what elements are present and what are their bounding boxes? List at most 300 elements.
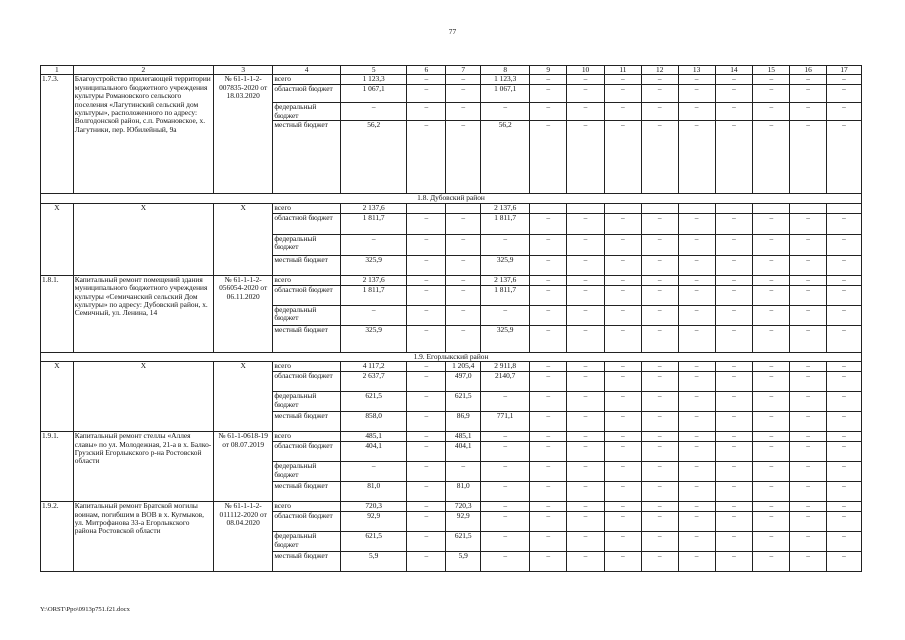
section-row bbox=[41, 352, 862, 361]
value-cell: – bbox=[604, 234, 641, 255]
value-cell: – bbox=[604, 275, 641, 285]
value-cell: – bbox=[446, 234, 481, 255]
item-document: X bbox=[213, 362, 272, 432]
value-cell: – bbox=[604, 75, 641, 85]
item-document: № 61-1-1-2-056054-2020 от 06.11.2020 bbox=[213, 275, 272, 352]
value-cell: – bbox=[641, 512, 678, 532]
value-cell: – bbox=[481, 482, 530, 502]
value-cell: – bbox=[678, 412, 715, 432]
value-cell bbox=[530, 203, 567, 213]
value-cell: 2 137,6 bbox=[481, 275, 530, 285]
value-cell: – bbox=[827, 362, 862, 372]
value-cell: – bbox=[790, 213, 827, 234]
value-cell: – bbox=[407, 482, 446, 502]
value-cell: – bbox=[753, 442, 790, 462]
value-cell: – bbox=[567, 285, 605, 305]
value-cell: 1 123,3 bbox=[481, 75, 530, 85]
value-cell: – bbox=[407, 75, 446, 85]
value-cell: – bbox=[678, 482, 715, 502]
value-cell: – bbox=[827, 234, 862, 255]
value-cell: – bbox=[753, 121, 790, 194]
funding-source: областной бюджет bbox=[273, 512, 341, 532]
value-cell: – bbox=[753, 75, 790, 85]
value-cell: – bbox=[827, 412, 862, 432]
value-cell: – bbox=[790, 502, 827, 512]
column-header: 5 bbox=[340, 66, 407, 75]
value-cell: – bbox=[790, 85, 827, 103]
value-cell: – bbox=[604, 285, 641, 305]
value-cell bbox=[753, 203, 790, 213]
value-cell: – bbox=[641, 532, 678, 552]
value-cell: – bbox=[790, 512, 827, 532]
value-cell: – bbox=[641, 392, 678, 412]
value-cell: – bbox=[567, 512, 605, 532]
value-cell bbox=[446, 203, 481, 213]
funding-source: областной бюджет bbox=[273, 442, 341, 462]
value-cell: – bbox=[753, 462, 790, 482]
value-cell: – bbox=[481, 532, 530, 552]
value-cell: – bbox=[790, 442, 827, 462]
value-cell: – bbox=[530, 213, 567, 234]
value-cell: – bbox=[530, 552, 567, 572]
table-row bbox=[41, 432, 862, 442]
value-cell: – bbox=[753, 285, 790, 305]
value-cell: – bbox=[641, 502, 678, 512]
value-cell: 720,3 bbox=[446, 502, 481, 512]
value-cell: 858,0 bbox=[340, 412, 407, 432]
funding-source: всего bbox=[273, 75, 341, 85]
value-cell: 621,5 bbox=[446, 532, 481, 552]
value-cell: – bbox=[604, 213, 641, 234]
value-cell: – bbox=[790, 362, 827, 372]
value-cell: – bbox=[641, 121, 678, 194]
item-name: X bbox=[73, 362, 213, 432]
value-cell: – bbox=[790, 75, 827, 85]
value-cell: – bbox=[407, 502, 446, 512]
value-cell: 621,5 bbox=[340, 392, 407, 412]
funding-source: федеральный бюджет bbox=[273, 234, 341, 255]
funding-source: всего bbox=[273, 203, 341, 213]
value-cell: – bbox=[407, 462, 446, 482]
table-body bbox=[41, 66, 862, 572]
value-cell: – bbox=[678, 285, 715, 305]
value-cell: 1 811,7 bbox=[481, 285, 530, 305]
value-cell: – bbox=[715, 362, 753, 372]
value-cell: – bbox=[567, 305, 605, 325]
column-header: 15 bbox=[753, 66, 790, 75]
funding-source: местный бюджет bbox=[273, 325, 341, 352]
item-number: X bbox=[41, 362, 74, 432]
value-cell: – bbox=[641, 234, 678, 255]
value-cell: – bbox=[340, 305, 407, 325]
value-cell: – bbox=[407, 103, 446, 121]
value-cell: – bbox=[753, 213, 790, 234]
funding-source: местный бюджет bbox=[273, 121, 341, 194]
item-name: Капитальный ремонт помещений здания муниципального бюджетного учреждения культуры «Семичанский сельский Дом культуры» по адресу: Дубовский район, х. Семичный, ул. Ленина, 14 bbox=[73, 275, 213, 352]
value-cell: 2 137,6 bbox=[481, 203, 530, 213]
value-cell: – bbox=[715, 213, 753, 234]
value-cell: 4 117,2 bbox=[340, 362, 407, 372]
value-cell: 2140,7 bbox=[481, 372, 530, 392]
value-cell: – bbox=[481, 442, 530, 462]
value-cell: 1 811,7 bbox=[340, 285, 407, 305]
value-cell: – bbox=[567, 432, 605, 442]
value-cell: – bbox=[715, 75, 753, 85]
value-cell: – bbox=[753, 85, 790, 103]
value-cell: – bbox=[753, 255, 790, 275]
value-cell: – bbox=[604, 325, 641, 352]
value-cell: 1 811,7 bbox=[481, 213, 530, 234]
value-cell bbox=[641, 203, 678, 213]
value-cell: 92,9 bbox=[340, 512, 407, 532]
value-cell: – bbox=[678, 75, 715, 85]
value-cell: – bbox=[446, 75, 481, 85]
value-cell: 86,9 bbox=[446, 412, 481, 432]
item-name: Капитальный ремонт стеллы «Аллея славы» по ул. Молодежная, 21-а в х. Балко-Грузский Егорлыкского р-на Ростовской области bbox=[73, 432, 213, 502]
value-cell: – bbox=[753, 362, 790, 372]
funding-source: местный бюджет bbox=[273, 255, 341, 275]
value-cell: – bbox=[641, 103, 678, 121]
value-cell bbox=[604, 203, 641, 213]
value-cell bbox=[790, 203, 827, 213]
value-cell: – bbox=[604, 532, 641, 552]
value-cell: – bbox=[827, 255, 862, 275]
value-cell: – bbox=[753, 532, 790, 552]
value-cell: 2 637,7 bbox=[340, 372, 407, 392]
value-cell: – bbox=[530, 103, 567, 121]
value-cell: 325,9 bbox=[340, 325, 407, 352]
value-cell: – bbox=[827, 372, 862, 392]
table-row bbox=[41, 502, 862, 512]
value-cell: – bbox=[446, 103, 481, 121]
value-cell: – bbox=[753, 325, 790, 352]
value-cell: – bbox=[530, 234, 567, 255]
value-cell: 485,1 bbox=[340, 432, 407, 442]
value-cell: 485,1 bbox=[446, 432, 481, 442]
value-cell bbox=[827, 203, 862, 213]
value-cell: – bbox=[481, 305, 530, 325]
value-cell: – bbox=[715, 372, 753, 392]
value-cell: – bbox=[407, 552, 446, 572]
value-cell: – bbox=[407, 213, 446, 234]
value-cell: – bbox=[753, 502, 790, 512]
value-cell: – bbox=[827, 325, 862, 352]
value-cell: – bbox=[790, 482, 827, 502]
value-cell: – bbox=[678, 392, 715, 412]
value-cell: – bbox=[530, 532, 567, 552]
value-cell: – bbox=[604, 372, 641, 392]
value-cell: – bbox=[641, 372, 678, 392]
item-number: X bbox=[41, 203, 74, 275]
value-cell: – bbox=[790, 103, 827, 121]
value-cell: – bbox=[530, 372, 567, 392]
column-header: 4 bbox=[273, 66, 341, 75]
value-cell: – bbox=[641, 305, 678, 325]
value-cell: – bbox=[827, 305, 862, 325]
value-cell: – bbox=[446, 325, 481, 352]
value-cell: – bbox=[753, 412, 790, 432]
value-cell: 497,0 bbox=[446, 372, 481, 392]
value-cell: – bbox=[530, 85, 567, 103]
value-cell: – bbox=[567, 412, 605, 432]
funding-source: федеральный бюджет bbox=[273, 103, 341, 121]
value-cell: – bbox=[641, 432, 678, 442]
value-cell: – bbox=[530, 121, 567, 194]
column-header: 3 bbox=[213, 66, 272, 75]
value-cell: – bbox=[407, 255, 446, 275]
value-cell: – bbox=[446, 121, 481, 194]
value-cell: – bbox=[715, 512, 753, 532]
item-name: Благоустройство прилегающей территории муниципального бюджетного учреждения культуры Романовского сельского поселения «Лагутинский сельский дом культуры», расположенного по адресу: Волгодонской район, с.п. Романовское, х. Лагутники, пер. Юбилейный, 9а bbox=[73, 75, 213, 194]
value-cell: – bbox=[604, 85, 641, 103]
value-cell: – bbox=[446, 305, 481, 325]
value-cell: – bbox=[790, 121, 827, 194]
table-row bbox=[41, 203, 862, 213]
value-cell: – bbox=[753, 512, 790, 532]
value-cell: – bbox=[641, 412, 678, 432]
value-cell: – bbox=[715, 502, 753, 512]
funding-source: всего bbox=[273, 432, 341, 442]
value-cell: 1 123,3 bbox=[340, 75, 407, 85]
value-cell: – bbox=[481, 392, 530, 412]
value-cell: – bbox=[790, 255, 827, 275]
value-cell: 92,9 bbox=[446, 512, 481, 532]
value-cell: 81,0 bbox=[340, 482, 407, 502]
value-cell: 1 067,1 bbox=[481, 85, 530, 103]
value-cell: – bbox=[790, 305, 827, 325]
value-cell: – bbox=[407, 442, 446, 462]
value-cell: – bbox=[827, 275, 862, 285]
value-cell: – bbox=[567, 362, 605, 372]
value-cell: – bbox=[827, 432, 862, 442]
item-number: 1.9.2. bbox=[41, 502, 74, 572]
value-cell: – bbox=[827, 442, 862, 462]
value-cell: – bbox=[641, 85, 678, 103]
value-cell: – bbox=[641, 362, 678, 372]
value-cell: – bbox=[407, 432, 446, 442]
value-cell: – bbox=[715, 432, 753, 442]
funding-source: всего bbox=[273, 362, 341, 372]
value-cell: 2 911,8 bbox=[481, 362, 530, 372]
value-cell: – bbox=[407, 372, 446, 392]
value-cell: – bbox=[407, 85, 446, 103]
value-cell: – bbox=[446, 213, 481, 234]
value-cell: – bbox=[530, 75, 567, 85]
value-cell: – bbox=[340, 462, 407, 482]
value-cell: – bbox=[604, 512, 641, 532]
item-name: X bbox=[73, 203, 213, 275]
value-cell: 325,9 bbox=[340, 255, 407, 275]
value-cell: – bbox=[530, 412, 567, 432]
value-cell: – bbox=[407, 305, 446, 325]
column-header: 12 bbox=[641, 66, 678, 75]
value-cell: – bbox=[715, 255, 753, 275]
value-cell: 5,9 bbox=[340, 552, 407, 572]
value-cell: – bbox=[567, 552, 605, 572]
value-cell: – bbox=[715, 103, 753, 121]
value-cell: – bbox=[678, 255, 715, 275]
value-cell: 56,2 bbox=[340, 121, 407, 194]
value-cell: – bbox=[530, 275, 567, 285]
value-cell: – bbox=[715, 305, 753, 325]
value-cell bbox=[567, 203, 605, 213]
value-cell: – bbox=[530, 325, 567, 352]
value-cell: – bbox=[567, 392, 605, 412]
value-cell: – bbox=[827, 532, 862, 552]
value-cell: – bbox=[753, 392, 790, 412]
value-cell: – bbox=[641, 255, 678, 275]
value-cell: – bbox=[407, 285, 446, 305]
value-cell: – bbox=[715, 532, 753, 552]
value-cell: – bbox=[715, 275, 753, 285]
column-header: 1 bbox=[41, 66, 74, 75]
column-header: 2 bbox=[73, 66, 213, 75]
value-cell: – bbox=[790, 432, 827, 442]
section-row bbox=[41, 194, 862, 203]
value-cell: – bbox=[641, 552, 678, 572]
column-header: 10 bbox=[567, 66, 605, 75]
value-cell: – bbox=[715, 234, 753, 255]
value-cell: 5,9 bbox=[446, 552, 481, 572]
funding-source: федеральный бюджет bbox=[273, 392, 341, 412]
value-cell: – bbox=[604, 103, 641, 121]
value-cell: – bbox=[567, 85, 605, 103]
item-number: 1.7.3. bbox=[41, 75, 74, 194]
value-cell: – bbox=[678, 85, 715, 103]
value-cell: – bbox=[678, 213, 715, 234]
value-cell: 1 067,1 bbox=[340, 85, 407, 103]
value-cell: – bbox=[407, 512, 446, 532]
column-header: 14 bbox=[715, 66, 753, 75]
value-cell: – bbox=[715, 462, 753, 482]
value-cell: – bbox=[567, 462, 605, 482]
value-cell: – bbox=[827, 121, 862, 194]
value-cell: – bbox=[827, 85, 862, 103]
value-cell: – bbox=[567, 275, 605, 285]
value-cell: 621,5 bbox=[446, 392, 481, 412]
value-cell: – bbox=[790, 372, 827, 392]
value-cell: – bbox=[604, 432, 641, 442]
value-cell: – bbox=[753, 432, 790, 442]
value-cell: – bbox=[567, 103, 605, 121]
footer-path: Y:\ORST\Ppo\0913p751.f21.docx bbox=[40, 606, 130, 613]
value-cell: – bbox=[604, 552, 641, 572]
value-cell: – bbox=[530, 285, 567, 305]
value-cell: – bbox=[530, 305, 567, 325]
value-cell: – bbox=[678, 462, 715, 482]
column-header: 7 bbox=[446, 66, 481, 75]
value-cell: – bbox=[678, 552, 715, 572]
section-title: 1.9. Егорлыкский район bbox=[41, 352, 862, 361]
value-cell: 771,1 bbox=[481, 412, 530, 432]
value-cell: – bbox=[678, 532, 715, 552]
value-cell: – bbox=[481, 462, 530, 482]
value-cell: – bbox=[678, 432, 715, 442]
value-cell: – bbox=[715, 85, 753, 103]
value-cell: – bbox=[827, 285, 862, 305]
value-cell: – bbox=[715, 552, 753, 572]
funding-source: федеральный бюджет bbox=[273, 305, 341, 325]
value-cell: – bbox=[790, 325, 827, 352]
value-cell: – bbox=[567, 482, 605, 502]
value-cell: – bbox=[604, 392, 641, 412]
value-cell: – bbox=[407, 325, 446, 352]
funding-source: федеральный бюджет bbox=[273, 532, 341, 552]
value-cell: – bbox=[530, 512, 567, 532]
value-cell: – bbox=[407, 121, 446, 194]
value-cell: – bbox=[407, 532, 446, 552]
value-cell bbox=[407, 203, 446, 213]
value-cell: – bbox=[641, 442, 678, 462]
value-cell: – bbox=[753, 103, 790, 121]
value-cell: – bbox=[753, 234, 790, 255]
value-cell: – bbox=[604, 482, 641, 502]
value-cell: – bbox=[753, 275, 790, 285]
value-cell: – bbox=[641, 275, 678, 285]
value-cell: – bbox=[641, 482, 678, 502]
value-cell: – bbox=[530, 482, 567, 502]
value-cell: – bbox=[530, 255, 567, 275]
funding-source: областной бюджет bbox=[273, 213, 341, 234]
value-cell: – bbox=[827, 392, 862, 412]
value-cell: – bbox=[641, 213, 678, 234]
value-cell: – bbox=[446, 275, 481, 285]
value-cell bbox=[678, 203, 715, 213]
funding-source: областной бюджет bbox=[273, 372, 341, 392]
item-document: № 61-1-1-2-011112-2020 от 08.04.2020 bbox=[213, 502, 272, 572]
value-cell: – bbox=[678, 234, 715, 255]
value-cell: – bbox=[604, 502, 641, 512]
value-cell: – bbox=[678, 121, 715, 194]
value-cell: – bbox=[715, 285, 753, 305]
value-cell: 325,9 bbox=[481, 325, 530, 352]
funding-source: областной бюджет bbox=[273, 85, 341, 103]
value-cell: – bbox=[715, 482, 753, 502]
column-header: 16 bbox=[790, 66, 827, 75]
value-cell: – bbox=[407, 362, 446, 372]
column-header: 17 bbox=[827, 66, 862, 75]
value-cell: – bbox=[641, 285, 678, 305]
value-cell: 56,2 bbox=[481, 121, 530, 194]
value-cell: – bbox=[604, 362, 641, 372]
value-cell: – bbox=[530, 502, 567, 512]
value-cell: – bbox=[790, 234, 827, 255]
value-cell: – bbox=[481, 103, 530, 121]
value-cell: – bbox=[340, 234, 407, 255]
value-cell: – bbox=[827, 103, 862, 121]
value-cell: – bbox=[715, 412, 753, 432]
value-cell: – bbox=[715, 392, 753, 412]
value-cell: – bbox=[678, 372, 715, 392]
column-header: 8 bbox=[481, 66, 530, 75]
value-cell: – bbox=[790, 462, 827, 482]
column-header: 6 bbox=[407, 66, 446, 75]
value-cell: – bbox=[604, 255, 641, 275]
value-cell: – bbox=[567, 532, 605, 552]
item-document: № 61-1-0618-19 от 08.07.2019 bbox=[213, 432, 272, 502]
funding-source: местный бюджет bbox=[273, 482, 341, 502]
value-cell: – bbox=[481, 512, 530, 532]
value-cell: – bbox=[678, 512, 715, 532]
value-cell: – bbox=[641, 462, 678, 482]
value-cell: – bbox=[790, 285, 827, 305]
value-cell: – bbox=[567, 442, 605, 462]
value-cell: – bbox=[567, 502, 605, 512]
value-cell: – bbox=[827, 75, 862, 85]
value-cell: – bbox=[604, 121, 641, 194]
value-cell: 2 137,6 bbox=[340, 275, 407, 285]
value-cell: 404,1 bbox=[446, 442, 481, 462]
